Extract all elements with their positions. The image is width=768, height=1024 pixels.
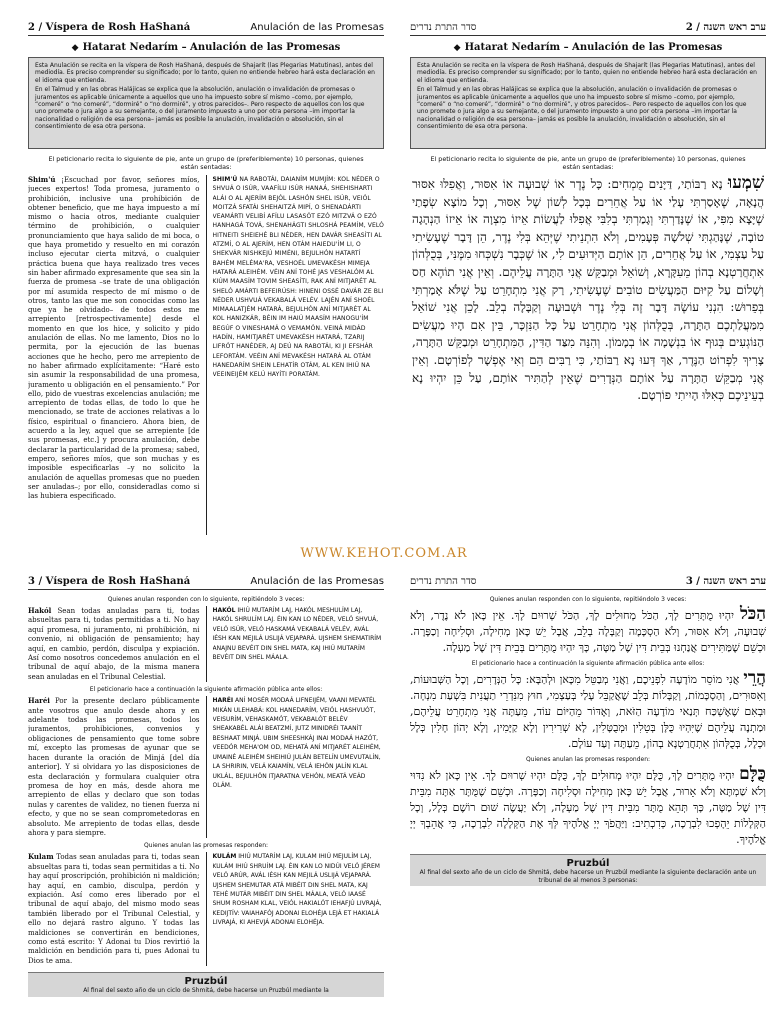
note-paragraph: Esta Anulación se recita en la víspera de Rosh HaShaná, después de Shajarít (las Plegarias Matutinas), antes del mediodía. Es preciso comprender su significado; por lo tanto, quien no entiende hebreo hará esta declaración en el idioma que entienda. <box>417 62 757 84</box>
lead-word: KULÁM <box>212 853 237 861</box>
note-paragraph: Esta Anulación se recita en la víspera de Rosh HaShaná, después de Shajarít (las Plegarias Matutinas), antes del mediodía. Es preciso comprender su significado; por lo tanto, quien no entiende hebreo hará esta declaración en el idioma que entienda. <box>35 62 375 84</box>
instruction: El peticionario recita lo siguiente de pie, ante un grupo de (preferiblemente) 10 personas, quienes están sentadas: <box>48 155 364 171</box>
transliteration-column <box>213 175 385 535</box>
triangle-icon: ◆ <box>453 42 461 53</box>
column-divider <box>206 175 207 535</box>
running-head-left: סדר התרת נדרים <box>410 22 477 33</box>
two-columns <box>28 175 384 535</box>
hebrew-text: אֲנִי מוֹסֵר מוֹדָעָה לִפְנֵיכֶם, וַאֲנִי מְבַטֵּל מִכָּאן וּלְהַבָּא: כָּל הַנְּדָרִים, וְכָל הַשְּׁבוּעוֹת, וְאִסּוּרִים, וְהַסְכָּמוֹת, וְקַבָּלוֹת בְּלֵב שֶׁאֲקַבֵּל עָלַי בְּעַצְמִי, חוּץ מִנִּדְרֵי תַעֲנִית בִּשְׁעַת מִנְחָה. וּבְאִם שֶׁאֶשְׁכַּח תְּנַאי מוֹדָעָה הַזֹּאת, וְאֶדּוֹר מֵהַיּוֹם עוֹד, מֵעַתָּה אֲנִי מִתְחָרֵט עֲלֵיהֶם, וּמַתְנֶה עֲלֵיהֶם שֶׁיִּהְיוּ כֻּלָּן בְּטֵלִין וּמְבֻטָּלִין, לָא שְׁרִירִין וְלָא קַיָּמִין, וְלָא יְהוֹן חָלִין כְּלָל וּכְלָל, בְּכֻלְּהוֹן אִתְחֲרַטְנָא בְהוֹן, מֵעַתָּה וְעַד עוֹלָם. <box>410 673 766 750</box>
pruzbul-subtitle: Al final del sexto año de un ciclo de Shmitá, debe hacerse un Pruzbúl mediante la <box>83 987 329 995</box>
page-top-right <box>410 22 766 548</box>
transliteration-text: ANÍ MOSÉR MODAÁ LIFNEIJÉM, VAANI MEVATÉL MIKÁN ULEHABÁ: KOL HANEDARÍM, VEIÓL HASHVUÓT, VEISURÍM, VEHASKAMÓT, VEKABALÓT BELÉV SHEAKABÉL ALÁI BEATZMÍ, JUTZ MINIDRÉI TAANÍT BESHAAT MINJÁ. UBIM SHEESHKÁJ INAI MODAÁ HAZÓT, VEEDÓR MEHA'OM OD, MEHATÁ ANÍ MITJARÉT ALEIHÉM, UMAINÉ ALEIHÉM SHEIHIÚ JULÁN BETELÍN UMEVUTALÍN, LA SHRIRIN, VELÁ KAIAMÍN, VELÁ IEHÓN JALÍN KLAL UKLÁL, BEJULHÓN ITJARATNA VEHÓN, MEATÁ VEÁD OLÁM. <box>212 697 381 789</box>
hebrew-lead-word: כֻּלָּם <box>739 764 766 784</box>
spanish-column <box>28 606 200 682</box>
note-box <box>28 57 384 149</box>
instruction: Quienes anulan las promesas responden: <box>525 756 651 763</box>
running-head-left: 3 / Víspera de Rosh HaShaná <box>28 576 191 587</box>
section-title <box>410 42 766 53</box>
column-divider <box>206 852 207 966</box>
running-head <box>410 576 766 590</box>
section-title-text: Hatarat Nedarím – Anulación de las Promesas <box>82 42 341 53</box>
spanish-text: Sean todas anuladas para ti, todas absueltas para ti, todas permitidas a ti. No hay aquí promesa, ni juramento, ni prohibición, ni convenio, ni obligación de pensamiento; hay aquí, en cambio, perdón, disculpa y expiación. Así como nosotros concedemos anulación en el tribunal de aquí abajo, de la misma manera sean anuladas en el Tribunal Celestial. <box>28 607 200 681</box>
website-watermark: WWW.KEHOT.COM.AR <box>300 546 468 561</box>
column-divider <box>206 606 207 682</box>
transliteration-column <box>213 696 385 838</box>
spanish-column <box>28 696 200 838</box>
lead-word: SHIM'Ú <box>212 176 238 183</box>
instruction: Quienes anulan responden con lo siguiente, repitiéndolo 3 veces: <box>107 596 305 603</box>
hebrew-text-block <box>410 606 766 656</box>
running-head-right: ערב ראש השנה / 3 <box>685 576 766 587</box>
two-columns <box>28 606 384 682</box>
transliteration-column <box>213 852 385 966</box>
instruction: El peticionario recita lo siguiente de pie, ante un grupo de (preferiblemente) 10 personas, quienes están sentadas: <box>430 155 746 171</box>
pruzbul-title: Pruzbúl <box>184 976 228 988</box>
triangle-icon: ◆ <box>71 42 79 53</box>
running-head-right: Anulación de las Promesas <box>250 576 384 587</box>
running-head-right: ערב ראש השנה / 2 <box>685 22 766 33</box>
spanish-text: Por la presente declaro públicamente ante vosotros que anulo desde ahora y en adelante todas las promesas, todos los juramentos, prohibiciones, convenios y obligaciones de pensamiento que tome sobre mí, excepto las promesas de ayunar que se hacen durante la oración de Minjá [del día anterior]. Y si olvidara yo las disposiciones de esta declaración y formulara cualquier otra promesa de hoy en más, desde ahora me arrepiento de ellas y declaro que son todas nulas y carentes de validez, no tienen fuerza ni efecto, y que no se sean comprometedoras en absoluto. Me arrepiento de todas ellas, desde ahora y para siempre. <box>28 697 200 837</box>
running-head <box>410 22 766 36</box>
running-head <box>28 22 384 36</box>
column-divider <box>206 696 207 838</box>
pruzbul-subtitle: Al final del sexto año de un ciclo de Shmitá, debe hacerse un Pruzbúl mediante la siguiente declaración ante un tribunal de al menos 3 personas: <box>419 869 757 884</box>
hebrew-lead-word: הֲרֵי <box>743 668 766 688</box>
two-columns <box>28 696 384 838</box>
spanish-column <box>28 852 200 966</box>
transliteration-column <box>213 606 385 682</box>
note-box <box>410 57 766 149</box>
pruzbul-header <box>28 972 384 997</box>
spanish-text: ¡Escuchad por favor, señores míos, jueces expertos! Toda promesa, juramento o prohibición, inclusive una prohibición de obtener beneficio, que me haya impuesto a mí mismo o hacia otros, mediante cualquier término de prohibición, o cualquier pronunciamiento que haya salido de mi boca, o que haya prometido y resuelto en mi corazón incluso ejecutar cierta mitzvá, o cualquier práctica buena que haya realizado tres veces sin haber afirmado expresamente que sea sin la fuerza de promesa –se trate de una obligación por mí asumida respecto de mí mismo o de otros, tanto las que me son conocidas como las que ya he olvidado– de todos estos me arrepiento [retrospectivamente] desde el momento en que los hice, y solicito y pido anulación de ellas. No me lamento, Dios no lo permita, por la ejecución de las buenas acciones que he hecho, pero me arrepiento de no haber afirmado explícitamente: “Haré esto sin asumir la responsabilidad de una promesa, juramento u obligación en el pensamiento.” Por ello, pido de vuestras excelencias anulación; me arrepiento de todas ellas, de todo lo que he mencionado, se trate de acciones relativas a lo físico, espiritual o financiero. Ahora bien, de acuerdo a la ley, aquel que se arrepiente [de sus promesas, etc.] y procura anulación, debe declarar la particularidad de la promesa; sabed, empero, señores míos, que son muchas y es imposible especificarlas –y no solicito la anulación de aquellas promesas que no pueden ser anuladas–; por ello, consideradlas como si las hubiera especificado. <box>28 176 200 501</box>
spanish-column <box>28 175 200 535</box>
transliteration-text: IHIÚ MUTARÍM LAJ, KULAM IHIÚ MEJULÍM LAJ, KULÁM IHIÚ SHRUÍM LAJ. ÉIN KAN LO NIDÚI VELÓ JÉREM VELÓ ARÚR, AVÁL IÉSH KAN MEJILÁ USLIJÁ VEJAPARÁ. UJSHEM SHEMUTAR ATÁ MIBÉIT DIN SHEL MATA, KAJ TEHÉ MUTÁR MIBÉIT DIN SHEL MÁALA, VELÓ IAASÉ SHUM ROSHAM KLAL, VEIÓL HAKIALÓT IEHAFJÚ LIVRAJÁ, KEDIJTÍV: VAIAHAFÓJ ADONAI ELOHÉJA LEJÁ ET HAKIALÁ LIVRAJÁ, KI AHEVJÁ ADONAI ELOHÉJA. <box>212 853 382 927</box>
section-title <box>28 42 384 53</box>
lead-word: Hakól <box>28 606 52 615</box>
hebrew-text: יִהְיוּ מֻתָּרִים לָךְ, הַכֹּל מְחוּלִים לָךְ, הַכֹּל שְׁרוּיִם לָךְ. אֵין כָּאן לֹא נֶדֶר, וְלֹא שְׁבוּעָה, וְלֹא אִסּוּר, וְלֹא הַסְכָּמָה וְקַבָּלָה בְלֵב, אֲבָל יֵשׁ כָּאן מְחִילָה, וּסְלִיחָה וְכַפָּרָה. וּכְשֵׁם שֶׁמַּתִּירִים אֲנַחְנוּ בְּבֵית דִּין שֶׁל מַטָּה, כָּךְ יִהְיוּ מֻתָּרִים בְּבֵית דִּין שֶׁל מַעְלָה. <box>410 609 766 654</box>
instruction: Quienes anulan responden con lo siguiente, repitiéndolo 3 veces: <box>489 596 687 603</box>
running-head <box>28 576 384 590</box>
transliteration-text: NA RABOTÁI, DAIANÍM MUMJÍM: KOL NÉDER O SHVUÁ O ISÚR, VAAFÍLU ISÚR HANAÁ, SHEHISHARTI ALÁI O AL AJERÍM BEJÓL LASHÓN SHEL ISÚR, VEIÓL MOITZÁ SFATÁI SHEHAITZÁ MIPÍ, O SHENADÁRTI VEAMÁRTI VELIBÍ AFÍLU LASASÓT EZÓ MITZVÁ O EZÓ HANHAGÁ TOVÁ, SHENAHÁGTI SHLOSHÁ PEAMÍM, VELÓ HITNEITI SHEIEHÉ BLI NÉDER, HEN DAVÁR SHEASÍTI AL ATZMÍ, O AL AJERÍM, HEN OTÁM HAIEDU'ÍM LI, O SHEKVÁR NISHKEJÚ MIMÉNI, BEJULHÓN HATARTÍ BAHÉM MELÉMA'RA, VESHOÉL UMEVAKÉSH MIMEJA HATARÁ ALEIHÉM. VÉIN ANÍ TOHÉ JAS VESHALÓM AL KIÚM MAASÍM TOVIM SHEASÍTI, RAK ANÍ MITJARÉT AL SHELÓ AMÁRTI BEFEIRÚSH: HINENI OSSÉ DAVÁR ZE BLI NÉDER USHVUÁ VEKABALÁ VELÉV. LAJÉN ANÍ SHOÉL MIMAALATJÉM HATARÁ, BEJULHÓN ANÍ MITJARÉT AL KOL HANIZKÁR, BÉIN IM HAIÚ MAASÍM HANOGU'ÍM BEGÚF O VINESHAMÁ O VEMAMÓN. VEINÁ MIDÁD HADÍN, HAMITJARÉT UMEVAKÉSH HATARÁ, TZARIJ LIFRÓT HANÉDER, AJ DEÚ NA RABOTÁI, KI JI EFSHÁR LEFORTÁM. VEÉIN ANÍ MEVAKÉSH HATARÁ AL OTÁM HANEDARÍM SHEIN LEHATÍR OTÁM, AL KEN IHIÚ NA VEEINEIJÉM KELÚ HAYÍTI PORATÁM. <box>212 176 384 379</box>
hebrew-text-block <box>410 766 766 848</box>
instruction: El peticionario hace a continuación la siguiente afirmación pública ante ellos: <box>89 686 323 694</box>
instruction: Quienes anulan las promesas responden: <box>143 842 269 850</box>
pruzbul-header <box>410 854 766 886</box>
running-head-left: סדר התרת נדרים <box>410 576 477 587</box>
hebrew-lead-word: שִׁמְעוּ <box>727 175 764 193</box>
section-title-text: Hatarat Nedarím – Anulación de las Promesas <box>464 42 723 53</box>
hebrew-text: נָא רַבּוֹתַי, דַּיָּנִים מֻמְחִים: כָּל נֶדֶר אוֹ שְׁבוּעָה אוֹ אִסּוּר, וַאֲפִלּוּ אִסּוּר הֲנָאָה, שֶׁאָסַרְתִּי עָלַי אוֹ עַל אֲחֵרִים בְּכָל לְשׁוֹן שֶׁל אִסּוּר, וְכָל מוֹצָא שְׂפָתַי שֶׁיָּצָא מִפִּי, אוֹ שֶׁנָּדַרְתִּי וְגָמַרְתִּי בְלִבִּי אֲפִלּוּ לַעֲשׂוֹת אֵיזוֹ מִצְוָה אוֹ אֵיזוֹ הַנְהָגָה טוֹבָה, שֶׁנָּהַגְתִּי שְׁלֹשָׁה פְּעָמִים, וְלֹא הִתְנֵיתִי שֶׁיְּהֵא בְּלִי נֶדֶר, הֵן דָּבָר שֶׁעָשִׂיתִי עַל עַצְמִי, אוֹ עַל אֲחֵרִים, הֵן אוֹתָם הַיְּדוּעִים לִי, אוֹ שֶׁכְּבָר נִשְׁכְּחוּ מִמֶּנִּי, בְּכֻלְּהוֹן אִתְחֲרַטְנָא בְהוֹן מֵעִקָּרָא, וְשׁוֹאֵל וּמְבַקֵּשׁ אֲנִי הַתָּרָה עֲלֵיהֶם. וְאֵין אֲנִי תוֹהֶא חַס וְשָׁלוֹם עַל קִיּוּם הַמַּעֲשִׂים טוֹבִים שֶׁעָשִׂיתִי, רַק אֲנִי מִתְחָרֵט עַל שֶׁלֹּא אָמַרְתִּי בְּפֵרוּשׁ: הִנְנִי עוֹשֶׂה דָּבָר זֶה בְּלִי נֶדֶר וּשְׁבוּעָה וְקַבָּלָה בְלֵב. לָכֵן אֲנִי שׁוֹאֵל מִמַּעֲלַתְכֶם הַתָּרָה, בְּכֻלְּהוֹן אֲנִי מִתְחָרֵט עַל כָּל הַנִּזְכָּר, בֵּין אִם הָיוּ מַעֲשִׂים הַנּוֹגְעִים בְּגוּף אוֹ בִנְשָׁמָה אוֹ בְמָמוֹן. וְהִנֵּה מִצַּד הַדִּין, הַמִּתְחָרֵט וּמְבַקֵּשׁ הַתָּרָה, צָרִיךְ לִפְרוֹט הַנֶּדֶר, אַךְ דְּעוּ נָא רַבּוֹתַי, כִּי רַבִּים הֵם וְאִי אֶפְשָׁר לְפוֹרְטָם. וְאֵין אֲנִי מְבַקֵּשׁ הַתָּרָה עַל אוֹתָם הַנְּדָרִים שֶׁאֵין לְהַתִּיר אוֹתָם, עַל כֵּן יִהְיוּ נָא בְעֵינֵיכֶם כְּאִלּוּ הָיִיתִי פוֹרְטָם. <box>412 177 764 403</box>
instruction: El peticionario hace a continuación la siguiente afirmación pública ante ellos: <box>471 660 705 667</box>
hebrew-text: יִהְיוּ מֻתָּרִים לָךְ, כֻּלָּם יִהְיוּ מְחוּלִים לָךְ, כֻּלָּם יִהְיוּ שְׁרוּיִם לָךְ. אֵין כָּאן לֹא נִדּוּי וְלֹא שַׁמְתָּא וְלֹא אָרוּר, אֲבָל יֵשׁ כָּאן מְחִילָה וּסְלִיחָה וְכַפָּרָה. וּכְשֵׁם שֶׁמֻּתָּר אַתָּה מִבֵּית דִּין שֶׁל מַטָּה, כָּךְ תְּהֵא מֻתָּר מִבֵּית דִּין שֶׁל מַעְלָה, וְלֹא יַעֲשֶׂה שׁוּם רוֹשֶׁם כְּלָל, וְכָל הַקְּלָלוֹת יֵהָפְכוּ לִבְרָכָה, כְּדִכְתִיב: וַיַּהֲפֹךְ יְיָ אֱלֹהֶיךָ לְּךָ אֶת הַקְּלָלָה לִבְרָכָה, כִּי אֲהֵבְךָ יְיָ אֱלֹהֶיךָ. <box>410 769 766 846</box>
two-columns <box>28 852 384 966</box>
page-bottom-left <box>28 576 384 1024</box>
lead-word: HARÉI <box>212 697 234 705</box>
hebrew-text-block <box>410 670 766 752</box>
lead-word: HAKÓL <box>212 607 236 614</box>
page-bottom-right <box>410 576 766 1024</box>
note-paragraph: En el Talmud y en las obras Halájicas se explica que la absolución, anulación o invalidación de promesas o juramentos es aplicable únicamente a aquellos que uno ha impuesto sobre sí mismo –como, por ejemplo, “comeré” o “no comeré”, “dormiré” o “no dormiré”, y otros parecidos–. Pero respecto de aquellos con los que uno promete o jura algo a su semejante, o del juramento impuesto a uno por otra persona –im importar la nacionalidad o religión de esa persona– jamás es posible la anulación, invalidación o absolución, sin el consentimiento de esa otra persona. <box>417 86 747 131</box>
running-head-left: 2 / Víspera de Rosh HaShaná <box>28 22 191 33</box>
page-top-left <box>28 22 384 548</box>
transliteration-text: IHIÚ MUTARÍM LAJ, HAKÓL MESHULÍM LAJ, HAKÓL SHRULÍM LAJ. ÉIN KAN LO NÉDER, VELÓ SHVUÁ, VELÓ ISÚR, VELÓ HASKAMÁ VEKABALÁ VELÉV, AVÁL IÉSH KAN MEJILÁ USLIJÁ VEJAPARÁ. UJSHEM SHEMATIRÍM ANAJNU BEVÉIT DIN SHEL MATA, KAJ IHIÚ MUTARÍM BEVÉIT DIN SHEL MÁALA. <box>212 607 382 662</box>
lead-word: Haréi <box>28 696 50 706</box>
lead-word: Shim'ú <box>28 175 56 184</box>
hebrew-lead-word: הַכֹּל <box>739 604 766 624</box>
note-paragraph: En el Talmud y en las obras Halájicas se explica que la absolución, anulación o invalidación de promesas o juramentos es aplicable únicamente a aquellos que uno ha impuesto sobre sí mismo –como, por ejemplo, “comeré” o “no comeré”, “dormiré” o “no dormiré”, y otros parecidos–. Pero respecto de aquellos con los que uno promete o jura algo a su semejante, o del juramento impuesto a uno por otra persona –im importar la nacionalidad o religión de esa persona– jamás es posible la anulación, invalidación o absolución, sin el consentimiento de esa otra persona. <box>35 86 365 131</box>
pruzbul-title: Pruzbúl <box>566 858 610 869</box>
hebrew-text-block <box>410 175 766 541</box>
running-head-right: Anulación de las Promesas <box>250 22 384 33</box>
spanish-text: Todas sean anuladas para ti, todas sean absueltas para ti, todas sean permitidas a ti. No hay aquí proscripción, prohibición ni maldición; hay aquí, en cambio, disculpa, perdón y expiación. Así como eres liberado por el tribunal de aquí abajo, del mismo modo seas también liberado por el Tribunal Celestial, y ello no dejará rastro alguno. Y todas las maldiciones se convertirán en bendiciones, como está escrito: Y Adonai tu Dios revirtió la maldición en bendición para ti, pues Adonai tu Dios te ama. <box>28 853 200 965</box>
lead-word: Kulam <box>28 852 54 862</box>
